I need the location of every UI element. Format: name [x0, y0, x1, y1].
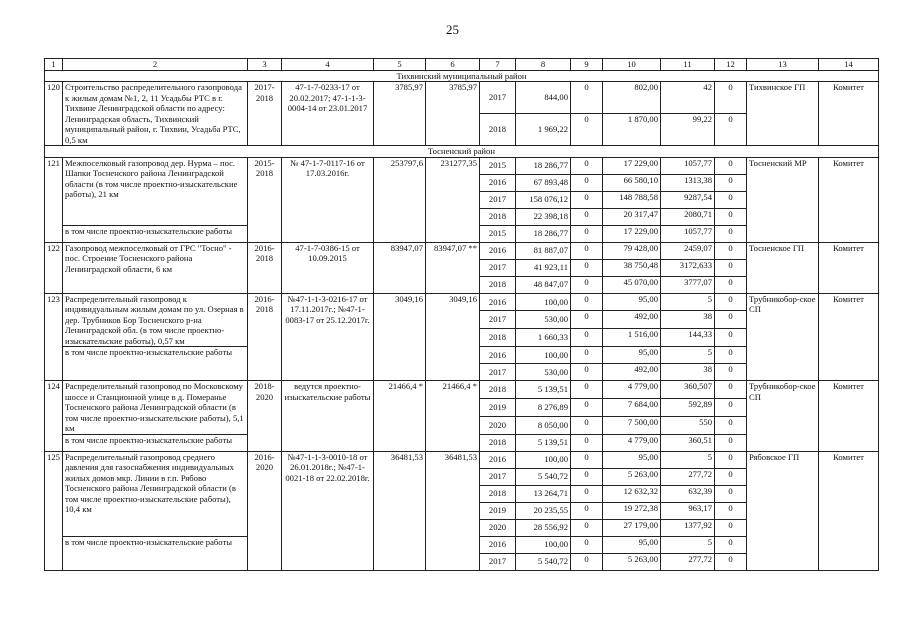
local-cell: 38 [661, 311, 715, 329]
item-customer: Комитет [819, 451, 879, 570]
header-cell: 12 [715, 59, 747, 71]
regional-cell: 1 870,00 [603, 114, 661, 146]
year-cell: 2019 [480, 502, 516, 519]
other-cell: 0 [715, 536, 747, 553]
local-cell: 38 [661, 364, 715, 381]
total-cell: 81 887,07 [516, 242, 571, 259]
header-cell: 14 [819, 59, 879, 71]
federal-cell: 0 [571, 553, 603, 570]
year-cell: 2018 [480, 114, 516, 146]
federal-cell: 0 [571, 347, 603, 364]
local-cell: 2080,71 [661, 208, 715, 225]
federal-cell: 0 [571, 208, 603, 225]
item-name: Распределительный газопровод среднего давления для газоснабжения индивидуальных жилых домов мкр. Линии в г.п. Рябово Тосненского района Ленинградской области (в том числе проектно-изыскательские работы), 10,4 км [63, 451, 248, 536]
other-cell: 0 [715, 329, 747, 347]
year-cell: 2017 [480, 364, 516, 381]
year-cell: 2017 [480, 553, 516, 570]
item-customer: Комитет [819, 381, 879, 452]
other-cell: 0 [715, 174, 747, 191]
item-period: 2015-2018 [248, 157, 282, 242]
total-cell: 20 235,55 [516, 502, 571, 519]
total-cell: 100,00 [516, 293, 571, 311]
item-row [45, 157, 879, 174]
program-table-wrapper [44, 58, 879, 571]
year-cell: 2020 [480, 416, 516, 434]
regional-cell: 148 788,58 [603, 191, 661, 208]
year-cell: 2020 [480, 519, 516, 536]
item-cost-remaining: 21466,4 * [426, 381, 480, 452]
item-name: Строительство распределительного газопровода к жилым домам №1, 2, 11 Усадьбы РТС в г. Тихвине Ленинградской области по адресу: Ленинградская область, Тихвинский муниципальный район, г. Тихвин, Усадьба РТС, 0,5 км [63, 82, 248, 146]
other-cell: 0 [715, 191, 747, 208]
local-cell: 3777,07 [661, 276, 715, 293]
item-cost-estimate: 36481,53 [374, 451, 426, 570]
other-cell: 0 [715, 364, 747, 381]
federal-cell: 0 [571, 536, 603, 553]
other-cell: 0 [715, 293, 747, 311]
regional-cell: 5 263,00 [603, 553, 661, 570]
other-cell: 0 [715, 114, 747, 146]
regional-cell: 12 632,32 [603, 485, 661, 502]
section-row [45, 70, 879, 82]
federal-cell: 0 [571, 451, 603, 468]
federal-cell: 0 [571, 259, 603, 276]
table-body [45, 59, 879, 571]
other-cell: 0 [715, 502, 747, 519]
header-cell: 3 [248, 59, 282, 71]
year-cell: 2018 [480, 208, 516, 225]
total-cell: 8 276,89 [516, 398, 571, 416]
federal-cell: 0 [571, 242, 603, 259]
item-number: 123 [45, 293, 63, 381]
item-document: №47-1-1-3-0010-18 от 26.01.2018г.; №47-1-0021-18 от 22.02.2018г. [282, 451, 374, 570]
item-row [45, 381, 879, 399]
item-municipality: Трубникобор-ское СП [747, 293, 819, 381]
header-cell: 2 [63, 59, 248, 71]
local-cell: 3172,633 [661, 259, 715, 276]
total-cell: 28 556,92 [516, 519, 571, 536]
year-cell: 2018 [480, 329, 516, 347]
year-cell: 2017 [480, 191, 516, 208]
header-cell: 7 [480, 59, 516, 71]
section-row [45, 146, 879, 158]
regional-cell: 95,00 [603, 451, 661, 468]
federal-cell: 0 [571, 381, 603, 399]
other-cell: 0 [715, 311, 747, 329]
item-period: 2016-2020 [248, 451, 282, 570]
year-cell: 2018 [480, 381, 516, 399]
federal-cell: 0 [571, 434, 603, 451]
item-document: № 47-1-7-0117-16 от 17.03.2016г. [282, 157, 374, 242]
header-cell: 1 [45, 59, 63, 71]
other-cell: 0 [715, 259, 747, 276]
regional-cell: 492,00 [603, 364, 661, 381]
year-cell: 2016 [480, 347, 516, 364]
total-cell: 18 286,77 [516, 157, 571, 174]
total-cell: 22 398,18 [516, 208, 571, 225]
federal-cell: 0 [571, 519, 603, 536]
header-cell: 5 [374, 59, 426, 71]
local-cell: 963,17 [661, 502, 715, 519]
other-cell: 0 [715, 276, 747, 293]
item-cost-remaining: 3049,16 [426, 293, 480, 381]
local-cell: 550 [661, 416, 715, 434]
total-cell: 100,00 [516, 347, 571, 364]
item-cost-estimate: 83947,07 [374, 242, 426, 293]
federal-cell: 0 [571, 82, 603, 114]
year-cell: 2016 [480, 174, 516, 191]
item-cost-remaining: 3785,97 [426, 82, 480, 146]
federal-cell: 0 [571, 468, 603, 485]
regional-cell: 7 500,00 [603, 416, 661, 434]
total-cell: 8 050,00 [516, 416, 571, 434]
regional-cell: 492,00 [603, 311, 661, 329]
local-cell: 5 [661, 451, 715, 468]
local-cell: 42 [661, 82, 715, 114]
total-cell: 48 847,07 [516, 276, 571, 293]
year-cell: 2018 [480, 485, 516, 502]
local-cell: 99,22 [661, 114, 715, 146]
program-table [44, 58, 879, 571]
regional-cell: 4 779,00 [603, 434, 661, 451]
local-cell: 5 [661, 536, 715, 553]
item-customer: Комитет [819, 293, 879, 381]
item-cost-estimate: 253797,6 [374, 157, 426, 242]
item-municipality: Тосненское ГП [747, 242, 819, 293]
item-number: 121 [45, 157, 63, 242]
local-cell: 592,89 [661, 398, 715, 416]
federal-cell: 0 [571, 329, 603, 347]
regional-cell: 802,00 [603, 82, 661, 114]
item-customer: Комитет [819, 82, 879, 146]
header-cell: 11 [661, 59, 715, 71]
federal-cell: 0 [571, 225, 603, 242]
item-cost-remaining: 231277,35 [426, 157, 480, 242]
total-cell: 67 893,48 [516, 174, 571, 191]
regional-cell: 66 580,10 [603, 174, 661, 191]
regional-cell: 95,00 [603, 347, 661, 364]
item-municipality: Тихвинское ГП [747, 82, 819, 146]
federal-cell: 0 [571, 293, 603, 311]
federal-cell: 0 [571, 174, 603, 191]
federal-cell: 0 [571, 416, 603, 434]
item-number: 125 [45, 451, 63, 570]
total-cell: 530,00 [516, 311, 571, 329]
total-cell: 18 286,77 [516, 225, 571, 242]
item-row [45, 242, 879, 259]
total-cell: 1 969,22 [516, 114, 571, 146]
other-cell: 0 [715, 434, 747, 451]
regional-cell: 38 750,48 [603, 259, 661, 276]
header-cell: 10 [603, 59, 661, 71]
other-cell: 0 [715, 347, 747, 364]
local-cell: 9287,54 [661, 191, 715, 208]
item-sub-label: в том числе проектно-изыскательские работы [63, 536, 248, 570]
header-row [45, 59, 879, 71]
federal-cell: 0 [571, 398, 603, 416]
header-cell: 13 [747, 59, 819, 71]
item-cost-estimate: 21466,4 * [374, 381, 426, 452]
year-cell: 2016 [480, 451, 516, 468]
other-cell: 0 [715, 157, 747, 174]
federal-cell: 0 [571, 502, 603, 519]
year-cell: 2017 [480, 259, 516, 276]
other-cell: 0 [715, 225, 747, 242]
federal-cell: 0 [571, 311, 603, 329]
federal-cell: 0 [571, 157, 603, 174]
year-cell: 2017 [480, 468, 516, 485]
regional-cell: 7 684,00 [603, 398, 661, 416]
other-cell: 0 [715, 553, 747, 570]
regional-cell: 45 070,00 [603, 276, 661, 293]
year-cell: 2016 [480, 293, 516, 311]
item-row [45, 82, 879, 114]
total-cell: 5 139,51 [516, 434, 571, 451]
header-cell: 6 [426, 59, 480, 71]
federal-cell: 0 [571, 485, 603, 502]
year-cell: 2015 [480, 157, 516, 174]
item-cost-estimate: 3049,16 [374, 293, 426, 381]
local-cell: 5 [661, 347, 715, 364]
other-cell: 0 [715, 468, 747, 485]
other-cell: 0 [715, 416, 747, 434]
item-sub-label: в том числе проектно-изыскательские работы [63, 225, 248, 242]
regional-cell: 17 229,00 [603, 225, 661, 242]
federal-cell: 0 [571, 364, 603, 381]
federal-cell: 0 [571, 114, 603, 146]
other-cell: 0 [715, 381, 747, 399]
regional-cell: 79 428,00 [603, 242, 661, 259]
year-cell: 2018 [480, 434, 516, 451]
total-cell: 158 076,12 [516, 191, 571, 208]
total-cell: 100,00 [516, 536, 571, 553]
local-cell: 632,39 [661, 485, 715, 502]
item-customer: Комитет [819, 157, 879, 242]
item-cost-remaining: 36481,53 [426, 451, 480, 570]
item-customer: Комитет [819, 242, 879, 293]
item-document: ведутся проектно-изыскательские работы [282, 381, 374, 452]
item-cost-estimate: 3785,97 [374, 82, 426, 146]
local-cell: 5 [661, 293, 715, 311]
local-cell: 1377,92 [661, 519, 715, 536]
total-cell: 5 139,51 [516, 381, 571, 399]
year-cell: 2017 [480, 311, 516, 329]
page-number: 25 [446, 22, 459, 37]
item-period: 2018-2020 [248, 381, 282, 452]
other-cell: 0 [715, 208, 747, 225]
item-document: 47-1-7-0386-15 от 10.09.2015 [282, 242, 374, 293]
item-period: 2017-2018 [248, 82, 282, 146]
other-cell: 0 [715, 451, 747, 468]
local-cell: 277,72 [661, 468, 715, 485]
local-cell: 1057,77 [661, 157, 715, 174]
total-cell: 100,00 [516, 451, 571, 468]
local-cell: 277,72 [661, 553, 715, 570]
item-sub-label: в том числе проектно-изыскательские работы [63, 347, 248, 381]
other-cell: 0 [715, 242, 747, 259]
other-cell: 0 [715, 519, 747, 536]
year-cell: 2017 [480, 82, 516, 114]
item-number: 124 [45, 381, 63, 452]
item-municipality: Трубникобор-ское СП [747, 381, 819, 452]
regional-cell: 95,00 [603, 536, 661, 553]
total-cell: 5 540,72 [516, 553, 571, 570]
item-number: 120 [45, 82, 63, 146]
regional-cell: 20 317,47 [603, 208, 661, 225]
year-cell: 2016 [480, 242, 516, 259]
header-cell: 4 [282, 59, 374, 71]
local-cell: 144,33 [661, 329, 715, 347]
item-row [45, 293, 879, 311]
header-cell: 8 [516, 59, 571, 71]
total-cell: 530,00 [516, 364, 571, 381]
item-period: 2016-2018 [248, 293, 282, 381]
item-name: Газопровод межпоселковый от ГРС "Тосно" - пос. Строение Тосненского района Ленинградской области, 6 км [63, 242, 248, 293]
other-cell: 0 [715, 485, 747, 502]
local-cell: 2459,07 [661, 242, 715, 259]
local-cell: 1057,77 [661, 225, 715, 242]
item-municipality: Тосненский МР [747, 157, 819, 242]
regional-cell: 1 516,00 [603, 329, 661, 347]
total-cell: 41 923,11 [516, 259, 571, 276]
item-period: 2016-2018 [248, 242, 282, 293]
regional-cell: 17 229,00 [603, 157, 661, 174]
item-name: Распределительный газопровод по Московскому шоссе и Станционной улице в д. Померанье Тосненского района Ленинградской области (в том числе проектно-изыскательские работы), 5,1 км [63, 381, 248, 435]
federal-cell: 0 [571, 191, 603, 208]
local-cell: 360,51 [661, 434, 715, 451]
item-cost-remaining: 83947,07 ** [426, 242, 480, 293]
section-title: Тихвинский муниципальный район [45, 70, 879, 82]
item-sub-label: в том числе проектно-изыскательские работы [63, 434, 248, 451]
regional-cell: 4 779,00 [603, 381, 661, 399]
other-cell: 0 [715, 398, 747, 416]
year-cell: 2018 [480, 276, 516, 293]
item-municipality: Рябовское ГП [747, 451, 819, 570]
regional-cell: 27 179,00 [603, 519, 661, 536]
item-number: 122 [45, 242, 63, 293]
other-cell: 0 [715, 82, 747, 114]
regional-cell: 5 263,00 [603, 468, 661, 485]
total-cell: 5 540,72 [516, 468, 571, 485]
header-cell: 9 [571, 59, 603, 71]
item-name: Межпоселковый газопровод дер. Нурма – пос. Шапки Тосненского района Ленинградской области (в том числе проектно-изыскательские работы), 21 км [63, 157, 248, 225]
section-title: Тосненский район [45, 146, 879, 158]
total-cell: 13 264,71 [516, 485, 571, 502]
local-cell: 360,507 [661, 381, 715, 399]
regional-cell: 19 272,38 [603, 502, 661, 519]
year-cell: 2016 [480, 536, 516, 553]
item-document: 47-1-7-0233-17 от 20.02.2017; 47-1-1-3-0004-14 от 23.01.2017 [282, 82, 374, 146]
year-cell: 2019 [480, 398, 516, 416]
item-document: №47-1-1-3-0216-17 от 17.11.2017г.; №47-1-0083-17 от 25.12.2017г. [282, 293, 374, 381]
regional-cell: 95,00 [603, 293, 661, 311]
total-cell: 1 660,33 [516, 329, 571, 347]
local-cell: 1313,38 [661, 174, 715, 191]
federal-cell: 0 [571, 276, 603, 293]
item-name: Распределительный газопровод к индивидуальным жилым домам по ул. Озерная в дер. Трубников Бор Тосненского р-на Ленинградской обл. (в том числе проектно-изыскательские работы), 0,57 км [63, 293, 248, 347]
item-row [45, 451, 879, 468]
total-cell: 844,00 [516, 82, 571, 114]
year-cell: 2015 [480, 225, 516, 242]
